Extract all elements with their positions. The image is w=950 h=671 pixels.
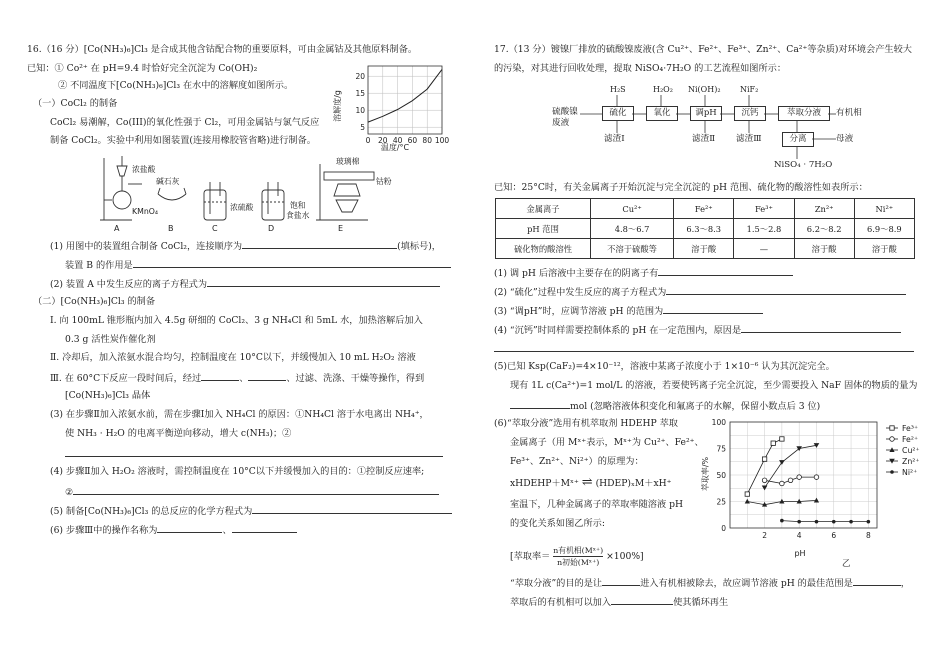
q16-q3: (3) 在步骤Ⅱ加入浓氨水前，需在步骤Ⅰ加入 NH₄Cl 的原因：①NH₄Cl 溶于水电离出 NH₄⁺， xyxy=(50,409,429,420)
q17-q6g: 萃取后的有机相可以加入 使其循环再生 xyxy=(510,597,729,608)
q16-q3-answer-line xyxy=(65,447,443,461)
ext-point xyxy=(890,437,895,442)
q17-q6a: (6)“萃取分液”选用有机萃取剂 HDEHP 萃取 xyxy=(494,418,678,429)
ext-point xyxy=(762,457,766,461)
ext-point xyxy=(745,499,750,504)
sol-xtick: 60 xyxy=(407,136,418,145)
ext-xlabel: pH xyxy=(794,549,806,558)
table-cell: Fe²⁺ xyxy=(674,199,734,219)
formula-denominator: n初始(Mˣ⁺) xyxy=(557,558,600,567)
q16-section-2: （二）[Co(NH₃)₆]Cl₃ 的制备 xyxy=(33,296,156,307)
sol-ylabel: 溶解度/g xyxy=(333,90,342,122)
table-cell: pH 范围 xyxy=(496,219,591,239)
q16-q6: (6) 步骤Ⅲ中的操作名称为 、 xyxy=(50,523,297,537)
ext-series-dot xyxy=(780,519,870,524)
q17-q5: (5)已知 Ksp(CaF₂)=4×10⁻¹²，溶液中某离子浓度小于 1×10⁻⁶ 认为其沉淀完全。 xyxy=(494,361,835,372)
q16-step-1b: 0.3 g 活性炭作催化剂 xyxy=(65,334,156,345)
label-kmno4: KMnO₄ xyxy=(132,207,159,216)
label-conc-hcl: 浓盐酸 xyxy=(132,165,156,174)
ext-legend-item xyxy=(886,468,917,477)
apparatus-e xyxy=(316,164,374,220)
q16-step-1: Ⅰ. 向 100mL 锥形瓶内加入 4.5g 研细的 CoCl₂、3 g NH₄Cl 和 5mL 水，加热溶解后加入 xyxy=(50,315,423,326)
solubility-chart xyxy=(330,58,450,153)
ext-xtick: 4 xyxy=(796,531,802,540)
flow-residue-2: 滤渣Ⅱ xyxy=(692,134,716,144)
table-cell: 溶于酸 xyxy=(794,239,854,259)
ext-point xyxy=(745,492,749,496)
q16-q4b: ② xyxy=(65,485,439,499)
ext-xtick: 8 xyxy=(865,531,871,540)
table-cell: 硫化物的酸溶性 xyxy=(496,239,591,259)
table-cell: Ni²⁺ xyxy=(854,199,914,219)
q17-q6c: Fe³⁺、Zn²⁺、Ni²⁺）的原理为： xyxy=(510,456,644,467)
ext-legend-label: Ni²⁺ xyxy=(902,468,918,477)
table-cell: 6.3～8.3 xyxy=(674,219,734,239)
flow-organic: 有机相 xyxy=(836,108,862,118)
flow-reagent-h2o2: H₂O₂ xyxy=(653,85,673,94)
ext-legend-label: Fe³⁺ xyxy=(902,424,919,433)
table-cell: 不溶于硫酸等 xyxy=(591,239,674,259)
ext-ytick: 25 xyxy=(716,497,726,507)
q17-q2: (2) “硫化”过程中发生反应的离子方程式为 xyxy=(494,285,906,299)
ext-ytick: 0 xyxy=(721,524,726,533)
ext-point xyxy=(771,441,775,445)
flow-mother: 母液 xyxy=(836,134,854,144)
ext-point xyxy=(797,520,801,524)
ext-point xyxy=(780,481,785,486)
flow-step-oxidize: 氧化 xyxy=(646,106,678,121)
flow-reagent-nif2: NiF₂ xyxy=(740,85,759,94)
table-cell: 6.2～8.2 xyxy=(794,219,854,239)
q16-step-3b: [Co(NH₃)₆]Cl₃ 晶体 xyxy=(65,390,151,401)
sol-xtick: 40 xyxy=(392,136,403,145)
table-cell: 溶于酸 xyxy=(854,239,914,259)
flow-start-1: 硫酸镍 xyxy=(552,107,578,117)
flow-residue-3: 滤渣Ⅲ xyxy=(736,134,762,144)
ext-legend-item xyxy=(886,424,918,433)
table-cell: Cu²⁺ xyxy=(591,199,674,219)
table-cell: Zn²⁺ xyxy=(794,199,854,219)
q17-header: 17.（13 分）镀镍厂排放的硫酸镍废液(含 Cu²⁺、Fe²⁺、Fe³⁺、Zn²⁺、Ca²⁺等杂质)对环境会产生较大 xyxy=(494,44,912,55)
q17-q1: (1) 调 pH 后溶液中主要存在的阴离子有 xyxy=(494,266,793,280)
table-cell: Fe³⁺ xyxy=(734,199,794,219)
q16-q2: (2) 装置 A 中发生反应的离子方程式为 xyxy=(50,277,440,291)
q16-para-1: CoCl₂ 易潮解，Co(III)的氧化性强于 Cl₂，可用金属钴与氯气反应 xyxy=(50,117,320,128)
solubility-curve xyxy=(368,69,442,122)
q17-q6e: 的变化关系如图乙所示: xyxy=(510,518,605,529)
flow-step-sulfide: 硫化 xyxy=(602,106,634,121)
ext-point xyxy=(797,475,802,480)
ext-xtick: 2 xyxy=(762,531,767,540)
ext-point xyxy=(849,520,853,524)
flow-residue-1: 滤渣Ⅰ xyxy=(604,134,625,144)
sol-xtick: 20 xyxy=(378,136,388,145)
q16-q1b: 装置 B 的作用是 xyxy=(65,258,451,272)
ext-caption: 乙 xyxy=(842,559,851,569)
table-row xyxy=(496,239,915,259)
label-sat-nacl-2: 食盐水 xyxy=(286,211,310,220)
label-c: C xyxy=(212,224,218,233)
flow-step-calcium: 沉钙 xyxy=(734,106,766,121)
label-sat-nacl-1: 饱和 xyxy=(290,201,306,210)
label-b: B xyxy=(168,224,174,233)
q17-header-2: 的污染，对其进行回收处理，提取 NiSO₄·7H₂O 的工艺流程如图所示： xyxy=(494,63,787,74)
q16-q5: (5) 制备[Co(NH₃)₆]Cl₃ 的总反应的化学方程式为 xyxy=(50,504,452,518)
label-a: A xyxy=(114,224,120,233)
apparatus-d xyxy=(262,182,284,220)
process-flow xyxy=(550,84,870,176)
flow-product: NiSO₄ · 7H₂O xyxy=(774,160,833,170)
label-d: D xyxy=(268,224,275,233)
ext-point xyxy=(780,437,784,441)
q17-q4: (4) “沉钙”时同样需要控制体系的 pH 在一定范围内，原因是 xyxy=(494,323,901,337)
apparatus-c xyxy=(204,182,226,220)
sol-xtick: 80 xyxy=(422,136,432,145)
ext-xtick: 6 xyxy=(831,531,837,540)
q17-q6f: “萃取分液”的目的是让 进入有机相被除去，故应调节溶液 pH 的最佳范围是 ， xyxy=(510,578,910,589)
sol-xlabel: 温度/°C xyxy=(380,143,410,152)
sol-ytick: 15 xyxy=(355,89,365,99)
ext-line xyxy=(782,521,869,522)
flow-start-2: 废液 xyxy=(552,118,570,128)
ext-point xyxy=(832,520,836,524)
q16-section-1: （一）CoCl₂ 的制备 xyxy=(33,98,118,109)
q16-step-2: Ⅱ. 冷却后，加入浓氨水混合均匀，控制温度在 10°C以下，并缓慢加入 10 mL H₂O₂ 溶液 xyxy=(50,352,416,363)
ext-point xyxy=(815,520,819,524)
q16-q4: (4) 步骤Ⅱ加入 H₂O₂ 溶液时，需控制温度在 10°C以下并缓慢加入的目的：①控制反应速率; xyxy=(50,466,425,477)
table-cell: — xyxy=(734,239,794,259)
ext-point xyxy=(890,426,894,430)
flow-step-separate: 分离 xyxy=(782,132,814,147)
apparatus-diagram xyxy=(100,152,430,232)
q16-header: 16.（16 分）[Co(NH₃)₆]Cl₃ 是合成其他含钴配合物的重要原料，可由金属钴及其他原料制备。 xyxy=(27,44,418,55)
flow-reagent-nioh2: Ni(OH)₂ xyxy=(688,85,721,94)
ext-legend-label: Zn²⁺ xyxy=(902,457,920,466)
table-cell: 溶于酸 xyxy=(674,239,734,259)
table-cell: 4.8～6.7 xyxy=(591,219,674,239)
ext-legend-item xyxy=(886,457,920,466)
ext-point xyxy=(814,498,819,503)
q17-q6-equation: xHDEHP＋Mˣ⁺ ⇌ (HDEP)ₓM＋xH⁺ xyxy=(510,475,672,490)
ext-point xyxy=(867,520,871,524)
ext-point xyxy=(780,519,784,523)
flow-reagent-h2s: H₂S xyxy=(610,85,626,94)
q17-q6d: 室温下，几种金属离子的萃取率随溶液 pH xyxy=(510,499,684,510)
flow-arrows xyxy=(550,84,870,176)
q16-q1a: (1) 用图中的装置组合制备 CoCl₂，连接顺序为 (填标号)， xyxy=(50,241,441,252)
sol-xtick: 0 xyxy=(365,136,371,145)
q17-formula: [萃取率＝ n有机相(Mˣ⁺) n初始(Mˣ⁺) ×100%] xyxy=(510,546,644,567)
sol-xtick: 100 xyxy=(434,136,450,145)
ext-ytick: 100 xyxy=(711,418,726,427)
ext-ytick: 50 xyxy=(716,471,726,480)
flow-step-extract: 萃取分液 xyxy=(778,106,830,121)
ext-point xyxy=(779,460,785,465)
ext-legend-item xyxy=(886,446,920,455)
sol-ytick: 5 xyxy=(360,123,365,133)
ext-point xyxy=(762,478,767,483)
label-soda-lime: 碱石灰 xyxy=(156,177,180,186)
q16-q3b: 使 NH₃ · H₂O 的电离平衡逆向移动，增大 c(NH₃)；② xyxy=(65,428,292,439)
q17-q3: (3) “调pH”时，应调节溶液 pH 的范围为 xyxy=(494,304,763,318)
sol-ytick: 20 xyxy=(355,72,365,82)
sol-ytick: 10 xyxy=(355,106,365,116)
ext-legend-label: Cu²⁺ xyxy=(902,446,920,455)
ext-series-circle-open xyxy=(762,475,818,486)
ext-point xyxy=(890,470,894,474)
table-row xyxy=(496,219,915,239)
ext-legend-item xyxy=(886,435,918,444)
label-co-powder: 钴粉 xyxy=(376,177,392,186)
apparatus-b xyxy=(158,188,186,200)
ext-point xyxy=(788,478,793,483)
ext-ytick: 75 xyxy=(716,444,726,454)
table-header-row xyxy=(496,199,915,219)
label-conc-h2so4: 浓硫酸 xyxy=(230,203,254,212)
table-cell: 金属离子 xyxy=(496,199,591,219)
q16-known-2: ② 不同温度下[Co(NH₃)₆]Cl₃ 在水中的溶解度如图所示。 xyxy=(58,80,294,91)
table-cell: 6.9～8.9 xyxy=(854,219,914,239)
formula-numerator: n有机相(Mˣ⁺) xyxy=(553,546,604,555)
q16-known-1: 已知：① Co²⁺ 在 pH=9.4 时恰好完全沉淀为 Co(OH)₂ xyxy=(27,63,258,74)
label-glass-wool: 玻璃棉 xyxy=(336,157,360,166)
ext-point xyxy=(814,475,819,480)
table-cell: 1.5～2.8 xyxy=(734,219,794,239)
q17-known: 已知：25°C时，有关金属离子开始沉淀与完全沉淀的 pH 范围、硫化物的酸溶性如表所示： xyxy=(494,182,868,193)
q17-q6b: 金属离子（用 Mˣ⁺表示，Mˣ⁺为 Cu²⁺、Fe²⁺、 xyxy=(510,437,704,448)
q17-q5c: mol (忽略溶液体积变化和氟离子的水解，保留小数点后 3 位) xyxy=(510,399,820,413)
ext-point xyxy=(762,486,768,491)
label-e: E xyxy=(338,224,344,233)
ext-legend-label: Fe²⁺ xyxy=(902,435,919,444)
flow-step-ph: 调pH xyxy=(690,106,722,121)
q16-para-2: 制备 CoCl₂。实验中利用如图装置(连接用橡胶管省略)进行制备。 xyxy=(50,135,316,146)
ion-ph-table xyxy=(495,198,915,259)
ext-ylabel: 萃取率/% xyxy=(701,456,710,492)
ext-series-triangle-down xyxy=(762,443,819,490)
extraction-chart xyxy=(702,414,932,569)
q17-q4-answer-line xyxy=(494,342,914,356)
q16-step-3: Ⅲ. 在 60°C下反应一段时间后，经过 、 、过滤、洗涤、干燥等操作，得到 xyxy=(50,373,425,384)
q17-q5b: 现有 1L c(Ca²⁺)=1 mol/L 的溶液，若要使钙离子完全沉淀，至少需要投入 NaF 固体的物质的量为 xyxy=(510,380,918,391)
